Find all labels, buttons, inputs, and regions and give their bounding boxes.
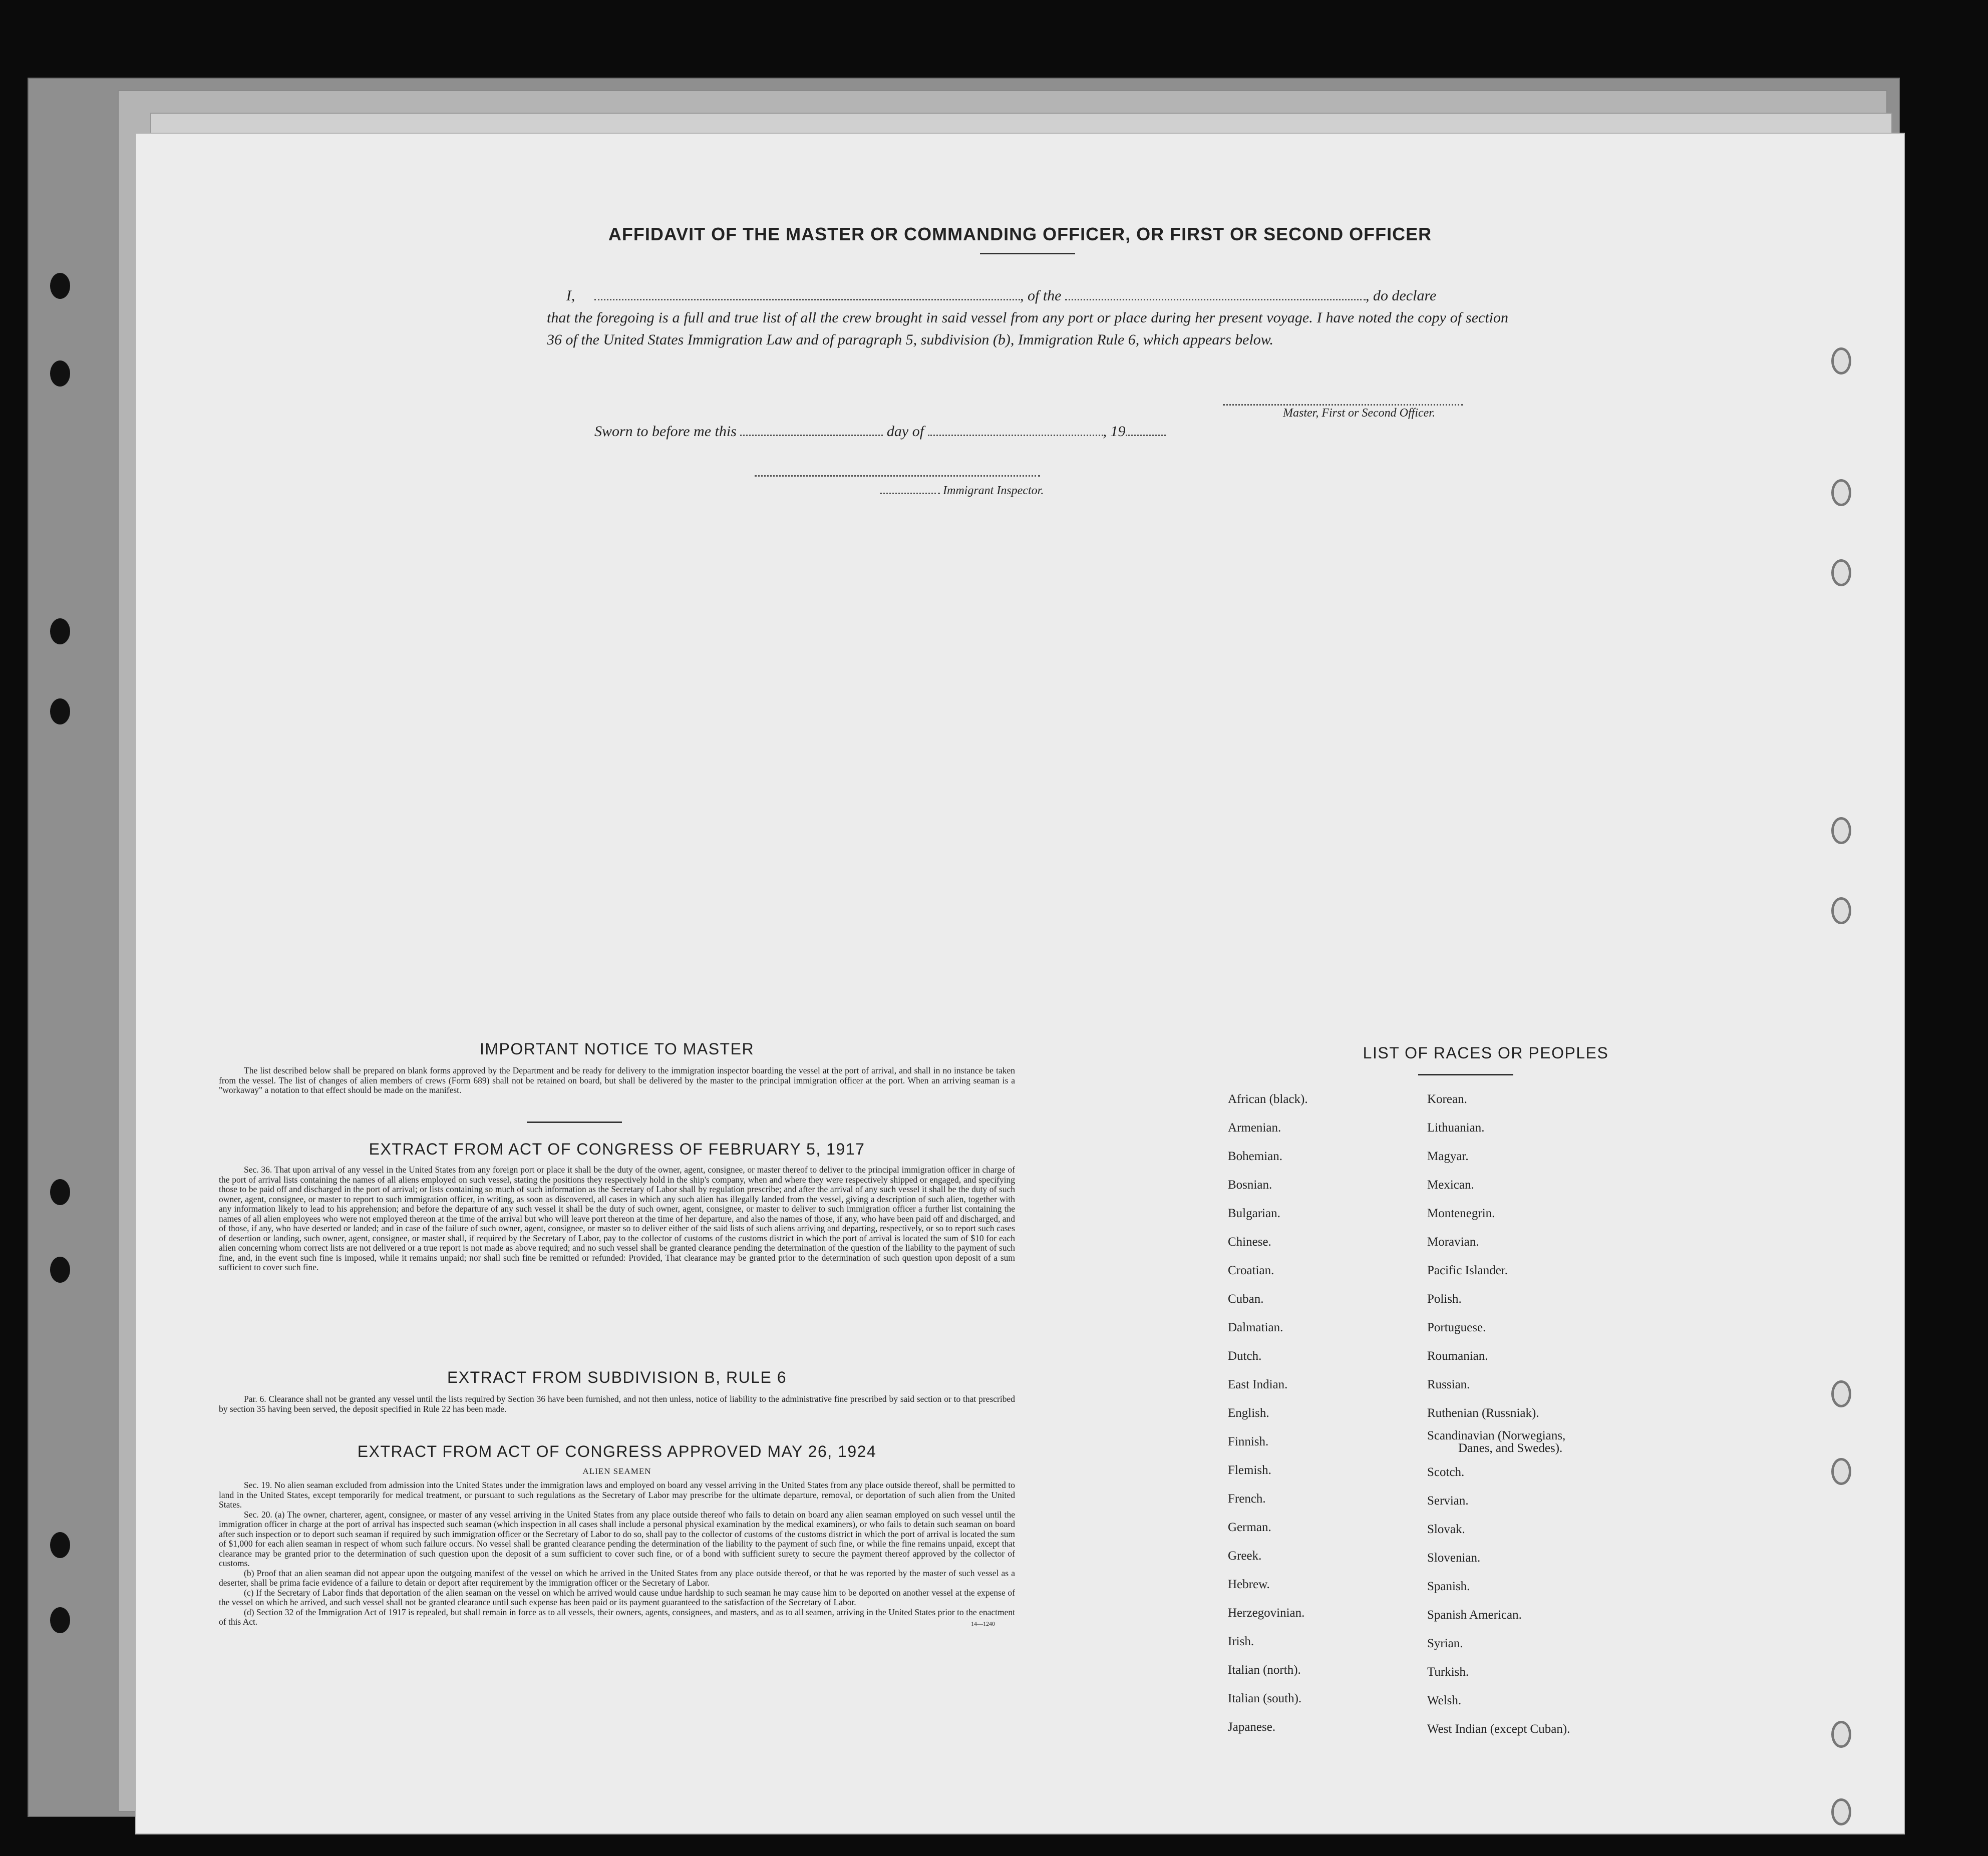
race-item: English.	[1228, 1406, 1269, 1420]
race-item: Hebrew.	[1228, 1578, 1270, 1591]
extract-1917-body	[219, 1165, 1015, 1273]
binder-hole	[50, 1607, 70, 1633]
alien-seamen-subtitle: ALIEN SEAMEN	[582, 1466, 651, 1476]
i-prefix: I,	[566, 287, 575, 304]
races-column-2	[1427, 1085, 1678, 1743]
race-item: Bohemian.	[1228, 1150, 1283, 1163]
race-item-continuation: Danes, and Swedes).	[1458, 1441, 1563, 1455]
of-the-text: , of the	[1020, 287, 1062, 304]
section-36-text: Sec. 36. That upon arrival of any vessel in the United States from any foreign port or place it shall be the duty of the owner, agent, consignee, or master thereof to deliver to the principal immigration officer in charge of the port of arrival lists containing the names of all aliens employed on such vessel, stating the positions they respectively hold in the ship's company, when and where they were respectively shipped or engaged, and specifying those to be paid off and discharged in the port of arrival; or lists containing so much of such information as the Secretary of Labor shall by regulation prescribe; and after the arrival of any such vessel it shall be the duty of such owner, agent, consignee, or master to report to such immigration officer, in writing, as soon as discovered, all cases in which any such alien has illegally landed from the vessel, giving a description of such alien, together with any information likely to lead to his apprehension; and before the departure of any such vessel it shall be the duty of such owner, agent, consignee, or master to deliver to such immigration officer a further list containing the names of all alien employees who were not employed thereon at the time of the arrival but who will leave port thereon at the time of her departure, and also the names of those, if any, who have been paid off and discharged, and of those, if any, who have deserted or landed; and in case of the failure of such owner, agent, consignee, or master so to deliver either of the said lists of such aliens arriving and departing, respectively, or so to report such cases of desertion or landing, such owner, agent, consignee, or master shall, if required by the Secretary of Labor, pay to the collector of customs of the customs district in which the port of arrival is located the sum of $10 for each alien concerning whom correct lists are not delivered or a true report is not made as above required; and no such vessel shall be granted clearance pending the determination of the question of the liability to the payment of such fine, and, in the event such fine is imposed, while it remains unpaid; nor shall such fine be remitted or refunded: Provided, That clearance may be granted prior to the determination of such question upon deposit of a sum sufficient to cover such fine.	[219, 1165, 1015, 1272]
race-item: Pacific Islander.	[1427, 1264, 1508, 1277]
race-item: Welsh.	[1427, 1694, 1462, 1707]
binder-hole	[50, 698, 70, 724]
race-item: East Indian.	[1228, 1378, 1288, 1391]
notice-rule	[527, 1122, 622, 1123]
race-item: African (black).	[1228, 1092, 1308, 1106]
race-item: Mexican.	[1427, 1178, 1474, 1192]
race-item: Moravian.	[1427, 1235, 1479, 1249]
race-item: Portuguese.	[1427, 1321, 1486, 1334]
races-column-1	[1228, 1085, 1428, 1741]
race-item: Magyar.	[1427, 1150, 1469, 1163]
race-item: Cuban.	[1228, 1292, 1264, 1306]
sworn-line	[594, 421, 1166, 443]
race-item: French.	[1228, 1492, 1266, 1506]
race-item: Dalmatian.	[1228, 1321, 1283, 1334]
ring-hole	[1831, 1380, 1851, 1407]
section-20c-text: (c) If the Secretary of Labor finds that deportation of the alien seaman on the vessel on which he arrived would cause undue hardship to such seaman he may cause him to be deported on another vessel at the expense of the vessel on which he arrived, and such vessel shall not be granted clearance until such expense has been paid or its payment guaranteed to the satisfaction of the Secretary of Labor.	[219, 1587, 1015, 1607]
section-20d-text: (d) Section 32 of the Immigration Act of 1917 is repealed, but shall remain in force as to all vessels, their owners, agents, consignees, and masters, and as to all seamen, arriving in the United States prior to the enactment of this Act.	[219, 1607, 1015, 1627]
form-page	[135, 133, 1905, 1834]
race-item: Scotch.	[1427, 1465, 1465, 1479]
race-item: Servian.	[1427, 1494, 1469, 1508]
rule-6-title: EXTRACT FROM SUBDIVISION B, RULE 6	[447, 1368, 787, 1386]
rule-6-body	[219, 1394, 1015, 1414]
name-field[interactable]	[594, 285, 1020, 300]
race-item: Herzegovinian.	[1228, 1606, 1305, 1620]
race-item: Turkish.	[1427, 1665, 1469, 1679]
sworn-year-field[interactable]	[1126, 421, 1166, 436]
race-item: Slovenian.	[1427, 1551, 1481, 1565]
signature-caption: Master, First or Second Officer.	[1283, 407, 1435, 420]
title-rule	[980, 253, 1075, 254]
notice-body	[219, 1066, 1015, 1095]
races-title: LIST OF RACES OR PEOPLES	[1363, 1044, 1609, 1062]
notice-title: IMPORTANT NOTICE TO MASTER	[479, 1040, 755, 1058]
race-item: Montenegrin.	[1427, 1207, 1495, 1220]
binder-hole	[50, 618, 70, 644]
rule-6-text: Par. 6. Clearance shall not be granted any vessel until the lists required by Section 36 have been furnished, and not then unless, notice of liability to the administrative fine prescribed by said section or to that prescribed by section 35 having been served, the deposit specified in Rule 22 has been made.	[219, 1394, 1015, 1414]
race-item: Flemish.	[1228, 1463, 1271, 1477]
race-item: Spanish.	[1427, 1580, 1470, 1593]
section-20a-text: Sec. 20. (a) The owner, charterer, agent, consignee, or master of any vessel arriving in the United States from any place outside thereof who fails to detain on board any alien seaman employed on such vessel until the immigration officer in charge at the port of arrival has inspected such seaman (which inspection in all cases shall include a personal physical examination by the medical examiners), or who fails to detain such seaman on board after such inspection or to deport such seaman if required by such immigration officer or the Secretary of Labor to do so, shall pay to the collector of customs of the customs district in which the port of arrival is located the sum of $1,000 for each alien seaman in respect of whom such failure occurs. No vessel shall be granted clearance pending the determination of the liability to the payment of such fine, or while the fine remains unpaid, except that clearance may be granted prior to the determination of such question upon the deposit of a sum sufficient to cover such fine, or of a bond with sufficient surety to secure the payment thereof approved by the collector of customs.	[219, 1509, 1015, 1568]
extract-1924-body	[219, 1480, 1015, 1628]
do-declare-text: , do declare	[1366, 287, 1437, 304]
race-item: Korean.	[1427, 1092, 1467, 1106]
extract-1917-title: EXTRACT FROM ACT OF CONGRESS OF FEBRUARY 5, 1917	[369, 1140, 865, 1158]
race-item: Dutch.	[1228, 1349, 1262, 1363]
races-rule	[1418, 1074, 1513, 1075]
signature-line[interactable]	[1223, 404, 1463, 406]
race-item: Bosnian.	[1228, 1178, 1272, 1192]
race-item: West Indian (except Cuban).	[1427, 1722, 1570, 1736]
section-20b-text: (b) Proof that an alien seaman did not appear upon the outgoing manifest of the vessel on which he arrived in the United States from any place outside thereof, or that he was reported by the master of such vessel as a deserter, shall be prima facie evidence of a failure to detain or deport after requirement by the immigration officer or the Secretary of Labor.	[219, 1568, 1015, 1588]
race-item: Ruthenian (Russniak).	[1427, 1406, 1539, 1420]
sworn-day-field[interactable]	[740, 421, 883, 436]
inspector-leader	[880, 485, 940, 494]
declaration-text: that the foregoing is a full and true list of all the crew brought in said vessel from any port or place during her present voyage. I have noted the copy of section 36 of the United States Immigration Law and of paragraph 5, subdivision (b), Immigration Rule 6, which appears below.	[547, 309, 1508, 348]
affidavit-declaration	[547, 285, 1508, 351]
race-item: Japanese.	[1228, 1720, 1276, 1734]
race-item: Russian.	[1427, 1378, 1470, 1391]
race-item: Irish.	[1228, 1635, 1254, 1648]
inspector-caption: Immigrant Inspector.	[943, 484, 1044, 497]
ring-hole	[1831, 1458, 1851, 1485]
binder-hole	[50, 1532, 70, 1558]
race-item: Chinese.	[1228, 1235, 1271, 1249]
ring-hole	[1831, 1798, 1851, 1825]
section-19-text: Sec. 19. No alien seaman excluded from admission into the United States under the immigration laws and employed on board any vessel arriving in the United States from any place outside thereof, shall be permitted to land in the United States, except temporarily for medical treatment, or pursuant to such regulations as the Secretary of Labor may prescribe for the ultimate departure, removal, or deportation of such alien from the United States.	[219, 1480, 1015, 1510]
binder-hole	[50, 1257, 70, 1283]
race-item: Croatian.	[1228, 1264, 1274, 1277]
ring-hole	[1831, 817, 1851, 844]
ring-hole	[1831, 559, 1851, 586]
binder-hole	[50, 360, 70, 387]
race-item: Bulgarian.	[1228, 1207, 1280, 1220]
sworn-prefix: Sworn to before me this	[594, 423, 737, 440]
vessel-field[interactable]	[1065, 285, 1366, 300]
race-item: Scandinavian (Norwegians, Danes, and Swedes).	[1427, 1427, 1678, 1458]
race-item: Syrian.	[1427, 1637, 1463, 1650]
form-number: 14—1240	[971, 1620, 995, 1627]
race-item: Armenian.	[1228, 1121, 1281, 1135]
ring-hole	[1831, 1721, 1851, 1748]
race-item: German.	[1228, 1521, 1271, 1534]
ring-hole	[1831, 479, 1851, 506]
affidavit-title: AFFIDAVIT OF THE MASTER OR COMMANDING OFFICER, OR FIRST OR SECOND OFFICER	[608, 224, 1432, 244]
race-item: Italian (north).	[1228, 1663, 1301, 1677]
sworn-day-text: day of	[886, 423, 924, 440]
race-item: Finnish.	[1228, 1435, 1269, 1448]
binder-hole	[50, 1179, 70, 1205]
race-item: Italian (south).	[1228, 1692, 1302, 1705]
race-item: Lithuanian.	[1427, 1121, 1485, 1135]
race-item: Spanish American.	[1427, 1608, 1522, 1622]
extract-1924-title: EXTRACT FROM ACT OF CONGRESS APPROVED MAY 26, 1924	[357, 1442, 877, 1460]
race-item: Roumanian.	[1427, 1349, 1488, 1363]
notice-text: The list described below shall be prepared on blank forms approved by the Department and be ready for delivery to the immigration inspector boarding the vessel at the port of arrival, and shall in no instance be taken from the vessel. The list of changes of alien members of crews (Form 689) shall not be retained on board, but shall be delivered by the master to the principal immigration officer at the port. When an arriving seaman is a "workaway" a notation to that effect should be made on the manifest.	[219, 1065, 1015, 1095]
ring-hole	[1831, 897, 1851, 924]
race-item: Greek.	[1228, 1549, 1262, 1563]
race-item: Slovak.	[1427, 1523, 1465, 1536]
sworn-month-field[interactable]	[928, 421, 1103, 436]
inspector-caption-wrap	[880, 484, 1044, 498]
inspector-signature-line[interactable]	[755, 475, 1040, 477]
ring-hole	[1831, 347, 1851, 375]
sworn-year-text: , 19	[1103, 423, 1126, 440]
binder-hole	[50, 273, 70, 299]
race-item: Polish.	[1427, 1292, 1462, 1306]
